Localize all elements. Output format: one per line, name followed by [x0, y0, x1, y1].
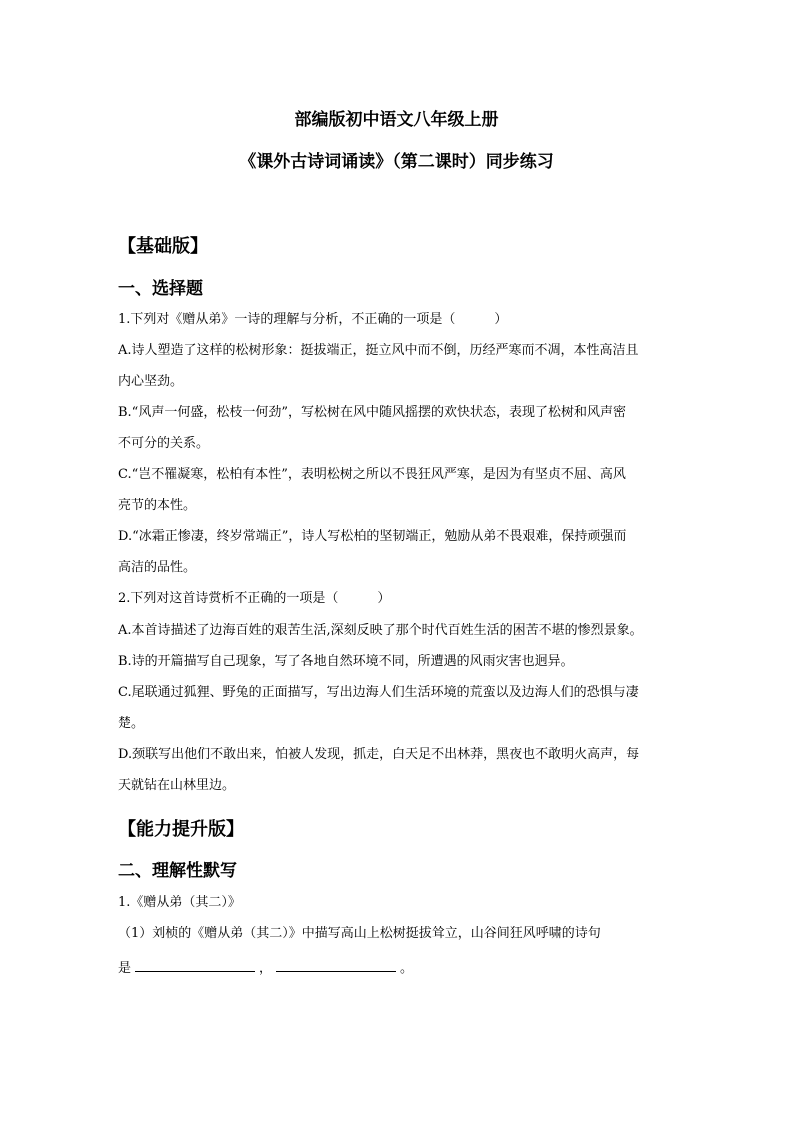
dictation-1-item-1: （1）刘桢的《赠从弟（其二）》中描写高山上松树挺拔耸立，山谷间狂风呼啸的诗句 [118, 926, 601, 941]
question-1-option-c: C.“岂不罹凝寒，松柏有本性”，表明松树之所以不畏狂风严寒，是因为有坚贞不屈、高风 [118, 467, 626, 482]
answer-prefix: 是 [118, 961, 132, 976]
question-1-option-a-cont: 内心坚劲。 [118, 374, 184, 389]
question-2-option-d-cont: 天就钻在山林里边。 [118, 778, 236, 793]
document-subtitle: 《课外古诗词诵读》（第二课时）同步练习 [239, 152, 554, 172]
answer-blank-2[interactable] [276, 957, 396, 972]
question-2-option-d: D.颈联写出他们不敢出来，怕被人发现，抓走，白天足不出林莽，黑夜也不敢明火高声，每 [118, 747, 640, 762]
question-1-option-b-cont: 不可分的关系。 [118, 436, 210, 451]
document-title: 部编版初中语文八年级上册 [294, 110, 499, 130]
question-2-option-b: B.诗的开篇描写自己现象，写了各地自然环境不同，所遭遇的风雨灾害也迥异。 [118, 654, 574, 669]
dictation-1-title: 1.《赠从弟（其二）》 [118, 895, 241, 910]
heading-basic: 【基础版】 [118, 236, 208, 257]
question-1-stem: 1.下列对《赠从弟》一诗的理解与分析，不正确的一项是（ ） [118, 312, 508, 327]
question-1-option-a: A.诗人塑造了这样的松树形象：挺拔端正，挺立风中而不倒，历经严寒而不凋，本性高洁且 [118, 343, 639, 358]
section-dictation: 二、理解性默写 [118, 861, 237, 881]
question-1-option-b: B.“风声一何盛，松枝一何劲”，写松树在风中随风摇摆的欢快状态，表现了松树和风声密 [118, 405, 626, 420]
question-2-option-c: C.尾联通过狐狸、野兔的正面描写，写出边海人们生活环境的荒蛮以及边海人们的恐惧与凄 [118, 685, 639, 700]
dictation-1-answer-line [118, 957, 678, 977]
question-2-option-c-cont: 楚。 [118, 716, 145, 731]
answer-period: 。 [400, 961, 414, 976]
answer-blank-1[interactable] [135, 957, 255, 972]
question-2-option-a: A.本首诗描述了边海百姓的艰苦生活,深刻反映了那个时代百姓生活的困苦不堪的惨烈景象。 [118, 623, 643, 638]
section-multiple-choice: 一、选择题 [118, 279, 203, 299]
answer-comma: ， [259, 961, 273, 976]
question-1-option-d-cont: 高洁的品性。 [118, 560, 197, 575]
question-2-stem: 2.下列对这首诗赏析不正确的一项是（ ） [118, 591, 391, 606]
question-1-option-d: D.“冰霜正惨凄，终岁常端正”，诗人写松柏的坚韧端正，勉励从弟不畏艰难，保持顽强而 [118, 529, 627, 544]
question-1-option-c-cont: 亮节的本性。 [118, 498, 197, 513]
heading-advanced: 【能力提升版】 [118, 819, 244, 840]
